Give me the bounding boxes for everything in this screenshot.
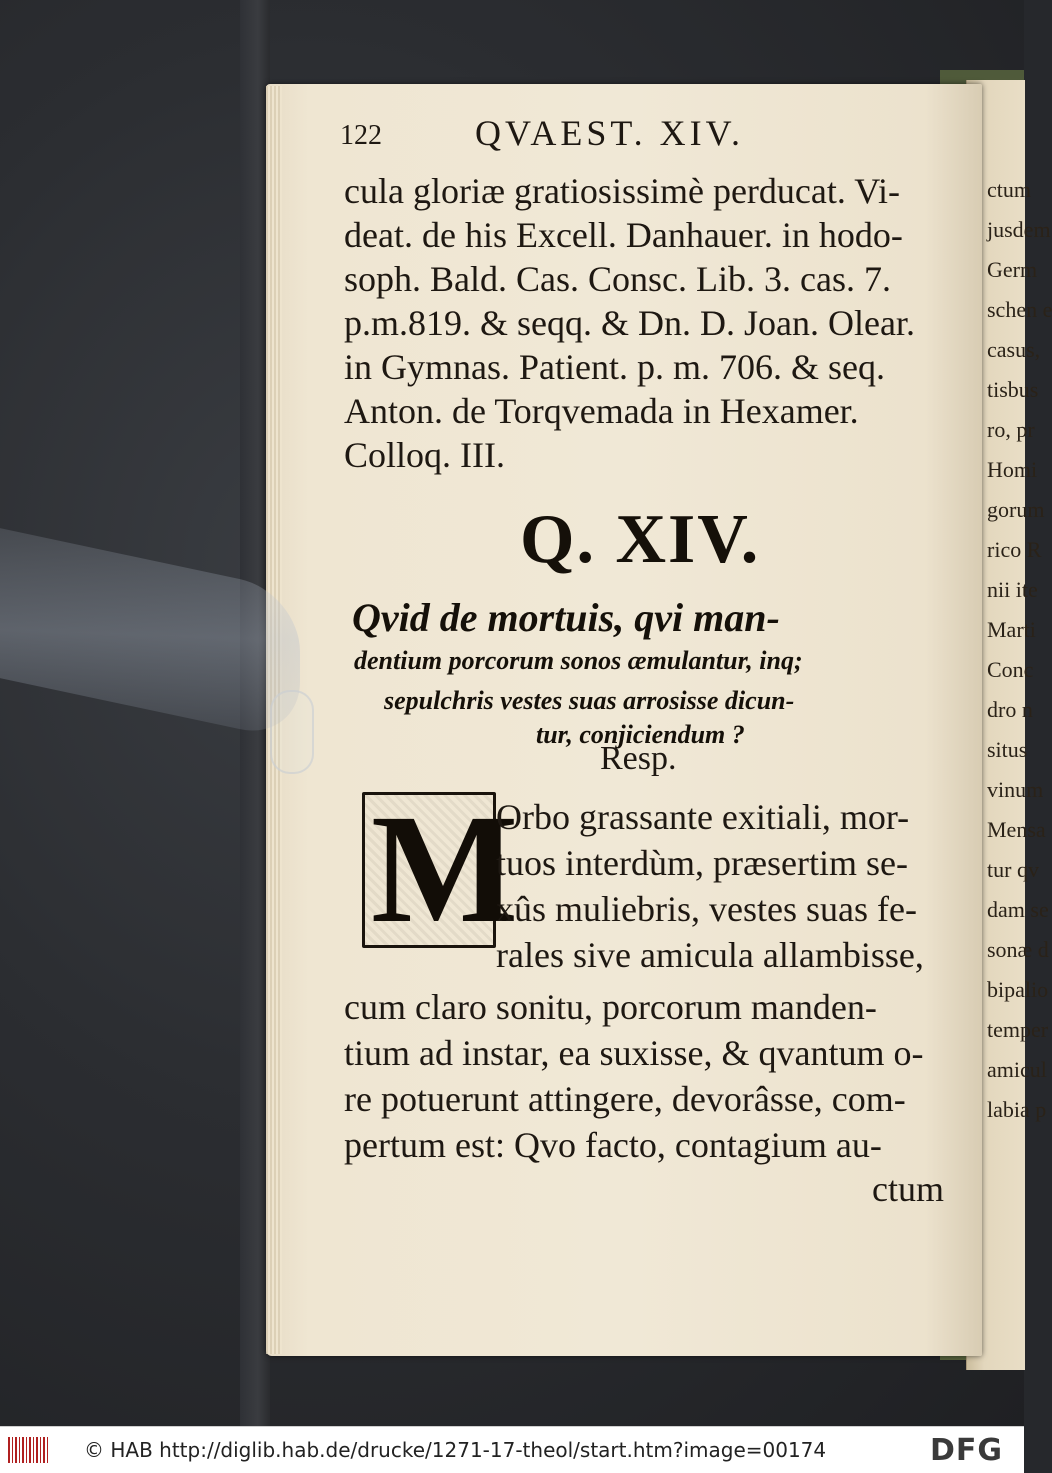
facing-page-fragment: temper [987, 1017, 1049, 1042]
body-line: rales sive amicula allambisse, [496, 935, 924, 975]
text-line: Anton. de Torqvemada in Hexamer. [344, 391, 859, 431]
catchword: ctum [872, 1169, 944, 1209]
facing-page-fragment: gorum [987, 497, 1045, 522]
plastic-clip-tip [270, 690, 314, 774]
facing-page-fragment: amicul [987, 1057, 1047, 1082]
barcode-icon [8, 1437, 48, 1463]
copyright-link[interactable]: © HAB http://diglib.hab.de/drucke/1271-17-theol/start.htm?image=00174 [84, 1438, 827, 1462]
body-line: pertum est: Qvo facto, contagium au- [344, 1125, 882, 1165]
facing-page-fragment: bipalio [987, 977, 1049, 1002]
body-line: tium ad instar, ea suxisse, & qvantum o- [344, 1033, 924, 1073]
facing-page-fragment: ctum [987, 177, 1031, 202]
running-head-title: QVAEST. XIV. [475, 113, 745, 153]
text-line: Colloq. III. [344, 435, 505, 475]
facing-page-fragment: ro, pr [987, 417, 1035, 442]
facing-page-fragment: rico R [987, 537, 1042, 562]
facing-page-fragment: casus, [987, 337, 1041, 362]
question-title-line: tur, conjiciendum ? [536, 720, 745, 749]
footer-bar [0, 1426, 1024, 1473]
facing-page-fragment: labia p [987, 1097, 1047, 1122]
facing-page-fragment: tur qv [987, 857, 1039, 882]
body-line: xûs muliebris, vestes suas fe- [496, 889, 917, 929]
body-line: Orbo grassante exitiali, mor- [496, 797, 910, 837]
facing-page-fragment: jusdem [987, 217, 1051, 242]
facing-page-fragment: sonæ d [987, 937, 1049, 962]
facing-page-fragment: dro n [987, 697, 1033, 722]
question-title-line: sepulchris vestes suas arrosisse dicun- [384, 686, 795, 715]
facing-page-fragment: Homi [987, 457, 1038, 482]
response-label: Resp. [600, 740, 677, 777]
page-number: 122 [340, 120, 382, 151]
body-line: re potuerunt attingere, devorâsse, com- [344, 1079, 906, 1119]
facing-page-fragment: vinum [987, 777, 1044, 802]
text-line: deat. de his Excell. Danhauer. in hodo- [344, 215, 903, 255]
facing-page-fragment: nii ite [987, 577, 1038, 602]
dfg-logo: DFG [930, 1433, 1004, 1468]
running-header [340, 112, 940, 162]
body-line: cum claro sonitu, porcorum manden- [344, 987, 877, 1027]
text-line: p.m.819. & seqq. & Dn. D. Joan. Olear. [344, 303, 915, 343]
facing-page-fragment: Marti [987, 617, 1036, 642]
facing-page-fragment: Germ [987, 257, 1038, 282]
initial-letter: M [371, 782, 519, 955]
facing-page-fragment: schen e [987, 297, 1052, 322]
decorated-initial [362, 782, 519, 955]
text-line: cula gloriæ gratiosissimè perducat. Vi- [344, 171, 901, 211]
facing-page-fragment: Conc [987, 657, 1034, 682]
facing-page-fragment: tisbus [987, 377, 1039, 402]
text-line: soph. Bald. Cas. Consc. Lib. 3. cas. 7. [344, 259, 891, 299]
question-title-line: dentium porcorum sonos æmulantur, inq; [354, 646, 803, 675]
facing-page-fragment: Mensa [987, 817, 1046, 842]
facing-page-fragment: dam se [987, 897, 1049, 922]
facing-page-fragment: situs [987, 737, 1028, 762]
body-line: tuos interdùm, præsertim se- [496, 843, 908, 883]
question-heading: Q. XIV. [520, 501, 761, 578]
question-title-line: Qvid de mortuis, qvi man- [352, 595, 780, 640]
text-line: in Gymnas. Patient. p. m. 706. & seq. [344, 347, 885, 387]
